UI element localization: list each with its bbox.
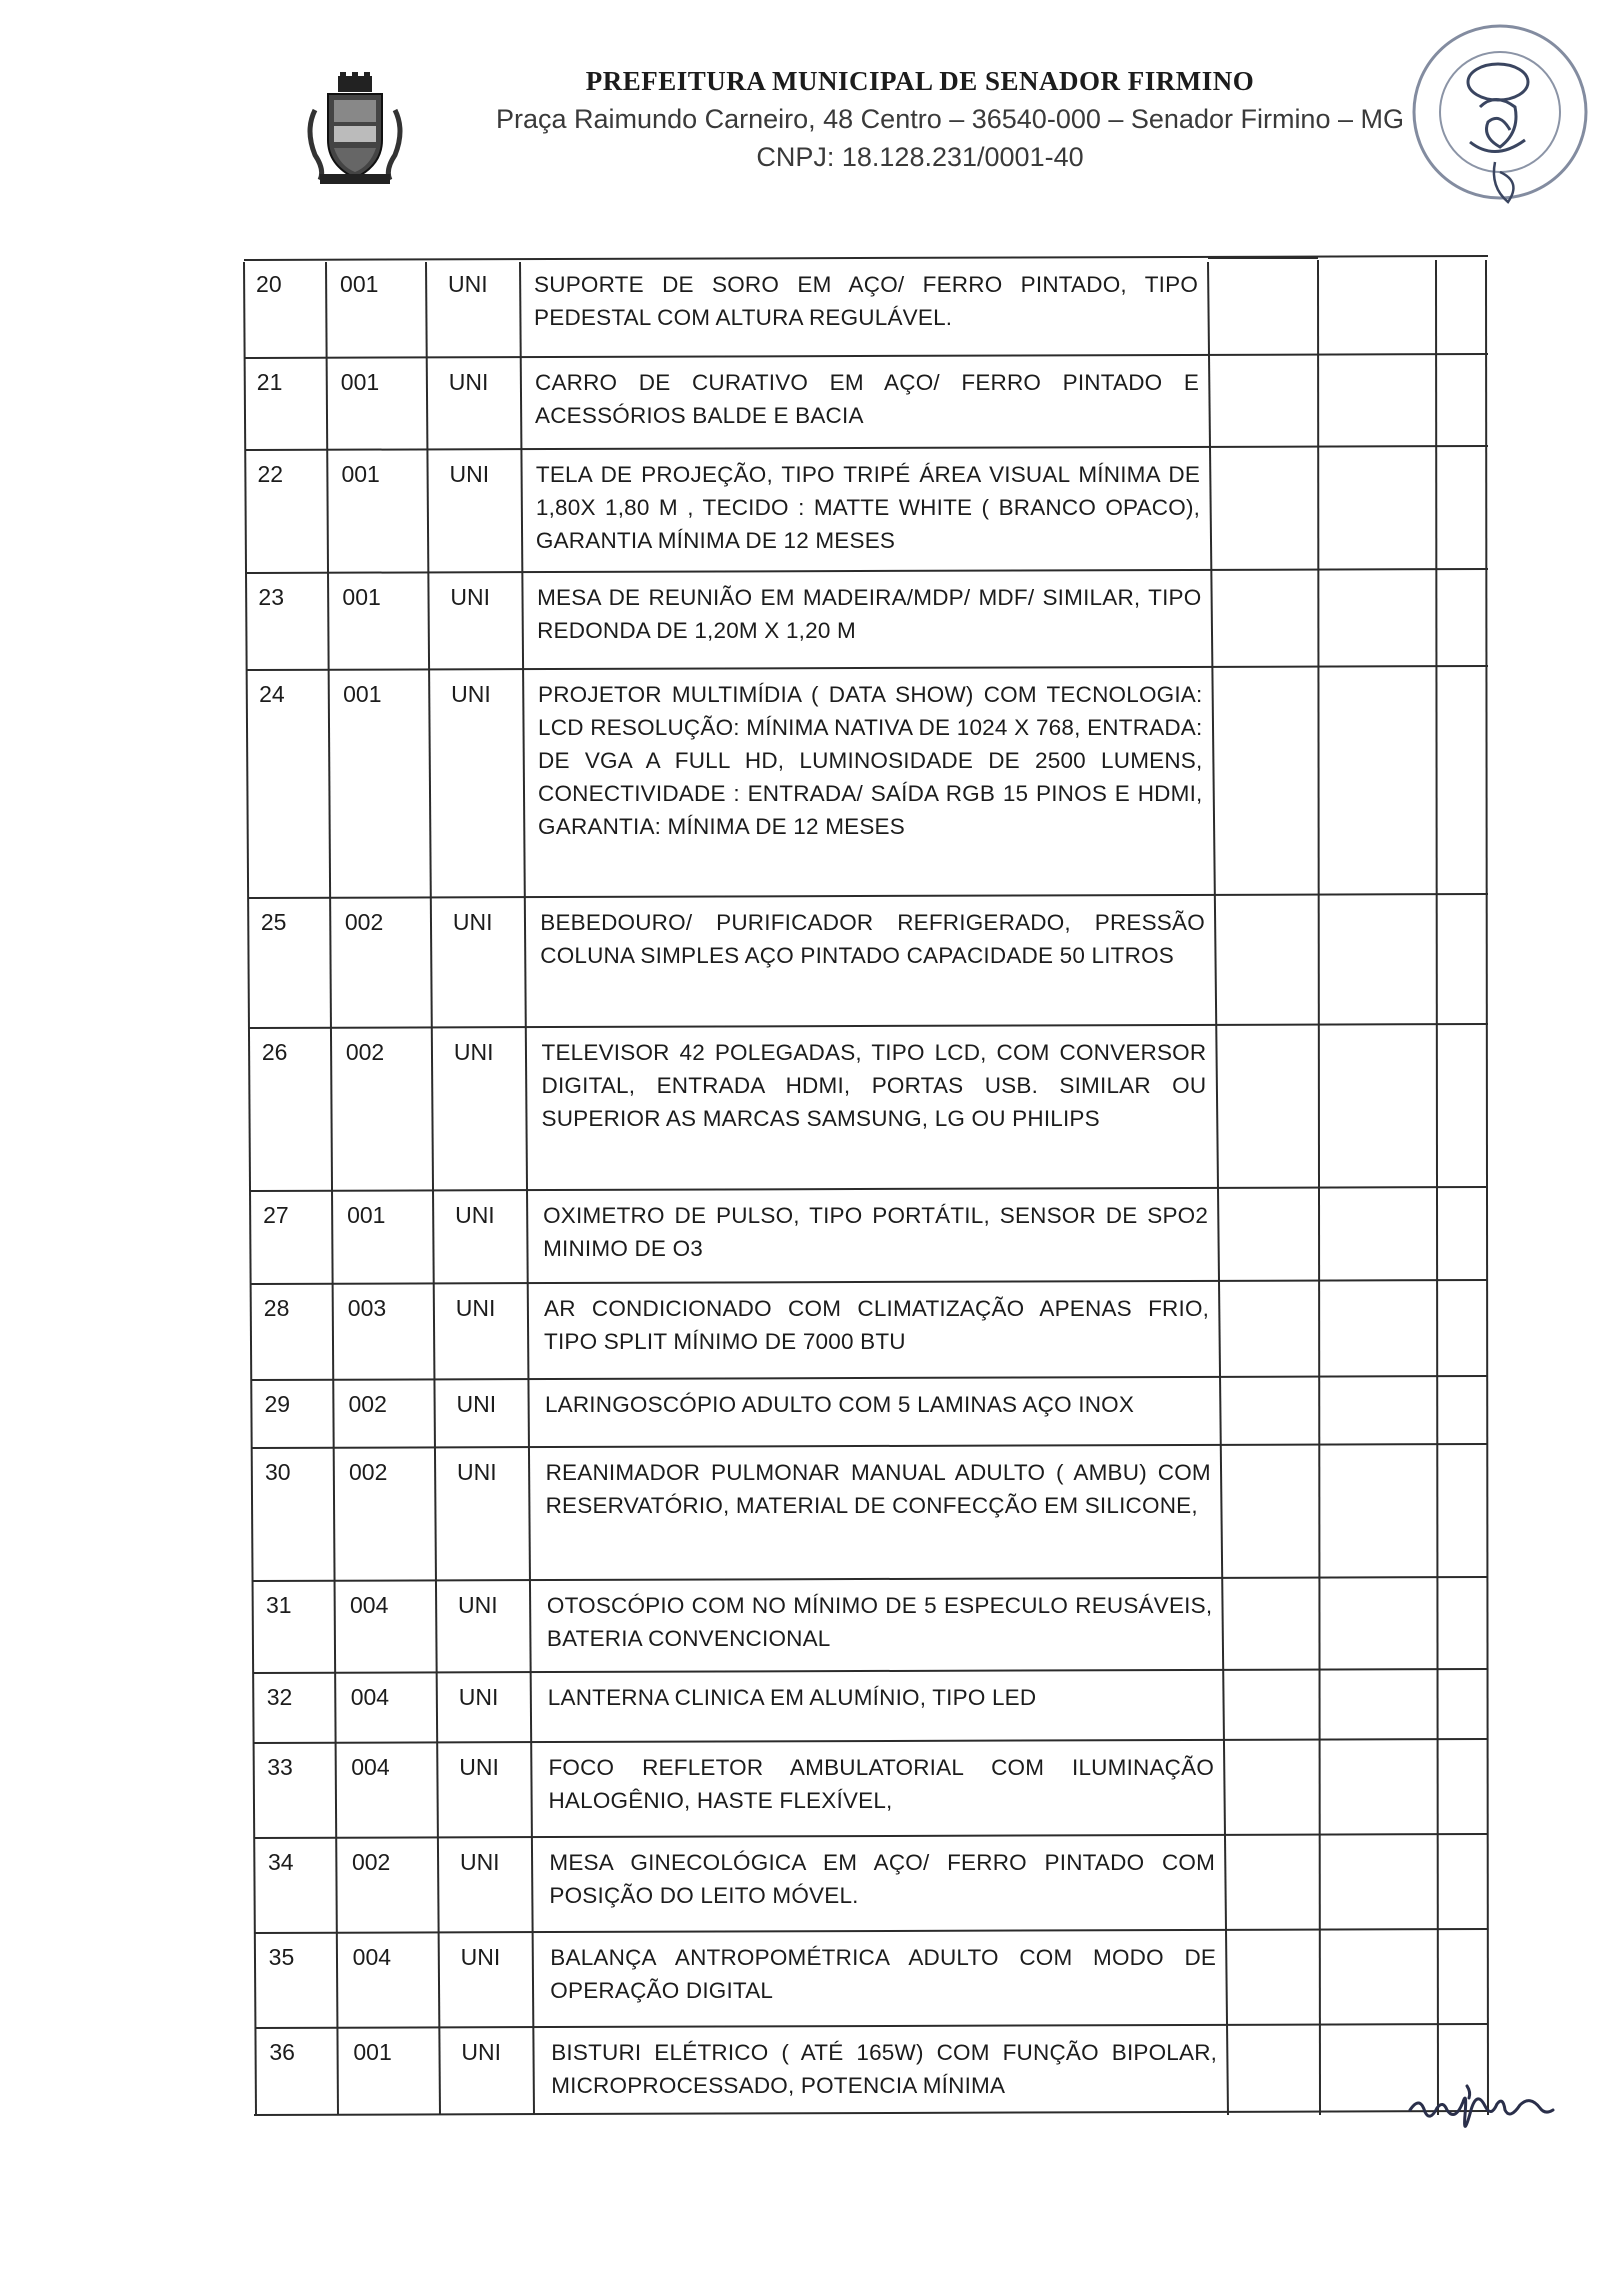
item-description-cell: MESA DE REUNIÃO EM MADEIRA/MDP/ MDF/ SIMILAR, TIPO REDONDA DE 1,20M X 1,20 M: [537, 585, 1202, 643]
quantity-cell: 001: [342, 584, 381, 610]
item-number-cell: 33: [267, 1754, 293, 1780]
quantity-cell: 002: [344, 909, 384, 935]
row-rule-6: [249, 1024, 1488, 1028]
quantity-cell: 001: [347, 1202, 386, 1228]
row-rule-9: [251, 1376, 1488, 1380]
municipality-cnpj: CNPJ: 18.128.231/0001-40: [756, 142, 1084, 172]
item-number-cell: 21: [256, 369, 283, 395]
quantity-cell: 004: [350, 1592, 389, 1618]
item-number-cell: 22: [257, 461, 284, 487]
item-description-cell: TELEVISOR 42 POLEGADAS, TIPO LCD, COM CONVERSOR DIGITAL, ENTRADA HDMI, PORTAS USB. SIMILAR OU SUPERIOR AS MARCAS SAMSUNG, LG OU PHILIPS: [541, 1040, 1207, 1131]
handwritten-signature-icon: [1405, 2060, 1600, 2150]
quantity-cell: 001: [341, 461, 380, 487]
item-number-cell: 30: [265, 1459, 291, 1485]
item-description-cell: LANTERNA CLINICA EM ALUMÍNIO, TIPO LED: [547, 1685, 1037, 1710]
unit-cell: UNI: [461, 2039, 502, 2065]
quantity-cell: 004: [352, 1944, 392, 1970]
quantity-cell: 001: [343, 681, 382, 707]
unit-cell: UNI: [456, 1391, 497, 1417]
item-number-cell: 29: [264, 1391, 291, 1417]
quantity-cell: 002: [349, 1459, 388, 1485]
quantity-cell: 002: [348, 1391, 387, 1417]
unit-cell: UNI: [451, 681, 491, 707]
unit-cell: UNI: [459, 1754, 499, 1780]
unit-cell: UNI: [457, 1459, 497, 1485]
quantity-cell: 003: [347, 1295, 387, 1321]
row-rule-10: [252, 1444, 1488, 1448]
unit-cell: UNI: [458, 1684, 499, 1710]
quantity-cell: 001: [353, 2039, 392, 2065]
unit-cell: UNI: [459, 1849, 500, 1875]
row-rule-15: [255, 1929, 1488, 1933]
row-rule-8: [251, 1280, 1488, 1284]
municipality-title: PREFEITURA MUNICIPAL DE SENADOR FIRMINO: [585, 66, 1255, 96]
item-description-cell: OXIMETRO DE PULSO, TIPO PORTÁTIL, SENSOR DE SPO2 MINIMO DE O3: [543, 1203, 1209, 1261]
quantity-cell: 002: [345, 1039, 385, 1065]
item-description-cell: OTOSCÓPIO COM NO MÍNIMO DE 5 ESPECULO REUSÁVEIS, BATERIA CONVENCIONAL: [546, 1593, 1213, 1651]
item-number-cell: 25: [260, 909, 287, 935]
unit-cell: UNI: [448, 369, 489, 395]
row-rule-12: [253, 1669, 1488, 1673]
item-description-cell: PROJETOR MULTIMÍDIA ( DATA SHOW) COM TECNOLOGIA: LCD RESOLUÇÃO: MÍNIMA NATIVA DE 1024 X 768, ENTRADA: DE VGA A FULL HD, LUMINOSIDADE DE 2500 LUMENS, CONECTIVIDADE : ENTRADA/ SAÍDA RGB 15 PINOS E HDMI, GARANTIA: MÍNIMA DE 12 MESES: [538, 682, 1203, 839]
row-rule-13: [254, 1739, 1488, 1743]
item-description-cell: LARINGOSCÓPIO ADULTO COM 5 LAMINAS AÇO INOX: [544, 1392, 1135, 1417]
item-description-cell: CARRO DE CURATIVO EM AÇO/ FERRO PINTADO E ACESSÓRIOS BALDE E BACIA: [535, 370, 1200, 428]
item-number-cell: 36: [269, 2039, 295, 2065]
unit-cell: UNI: [458, 1592, 498, 1618]
quantity-cell: 001: [340, 369, 380, 395]
item-description-cell: TELA DE PROJEÇÃO, TIPO TRIPÉ ÁREA VISUAL MÍNIMA DE 1,80X 1,80 M , TECIDO : MATTE WHITE ( BRANCO OPACO), GARANTIA MÍNIMA DE 12 MESES: [535, 462, 1201, 553]
unit-cell: UNI: [449, 461, 490, 487]
item-number-cell: 35: [268, 1944, 295, 1970]
item-description-cell: MESA GINECOLÓGICA EM AÇO/ FERRO PINTADO COM POSIÇÃO DO LEITO MÓVEL.: [549, 1850, 1216, 1908]
item-description-cell: BISTURI ELÉTRICO ( ATÉ 165W) COM FUNÇÃO BIPOLAR, MICROPROCESSADO, POTENCIA MÍNIMA: [551, 2040, 1218, 2098]
row-rule-2: [245, 446, 1488, 450]
quantity-cell: 004: [351, 1754, 390, 1780]
item-number-cell: 34: [267, 1849, 294, 1875]
row-rule-1: [245, 354, 1488, 358]
item-number-cell: 32: [266, 1684, 293, 1710]
municipality-address: Praça Raimundo Carneiro, 48 Centro – 36540-000 – Senador Firmino – MG: [496, 104, 1404, 134]
unit-cell: UNI: [450, 584, 491, 610]
item-number-cell: 20: [256, 271, 282, 297]
row-rule-4: [247, 666, 1488, 670]
quantity-cell: 002: [351, 1849, 391, 1875]
item-number-cell: 23: [258, 584, 284, 610]
item-description-cell: REANIMADOR PULMONAR MANUAL ADULTO ( AMBU) COM RESERVATÓRIO, MATERIAL DE CONFECÇÃO EM SILICONE,: [545, 1460, 1211, 1518]
row-rule-5: [248, 894, 1488, 898]
item-number-cell: 28: [263, 1295, 290, 1321]
unit-cell: UNI: [452, 909, 493, 935]
item-description-cell: SUPORTE DE SORO EM AÇO/ FERRO PINTADO, TIPO PEDESTAL COM ALTURA REGULÁVEL.: [534, 272, 1199, 330]
row-rule-3: [246, 569, 1488, 573]
row-rule-7: [250, 1187, 1488, 1191]
row-rule-16: [255, 2024, 1488, 2028]
item-description-cell: AR CONDICIONADO COM CLIMATIZAÇÃO APENAS FRIO, TIPO SPLIT MÍNIMO DE 7000 BTU: [544, 1296, 1210, 1354]
item-number-cell: 31: [266, 1592, 292, 1618]
quantity-cell: 004: [350, 1684, 390, 1710]
item-description-cell: BEBEDOURO/ PURIFICADOR REFRIGERADO, PRESSÃO COLUNA SIMPLES AÇO PINTADO CAPACIDADE 50 LITROS: [540, 910, 1205, 968]
item-number-cell: 26: [261, 1039, 288, 1065]
item-description-cell: FOCO REFLETOR AMBULATORIAL COM ILUMINAÇÃO HALOGÊNIO, HASTE FLEXÍVEL,: [548, 1755, 1215, 1813]
item-description-cell: BALANÇA ANTROPOMÉTRICA ADULTO COM MODO DE OPERAÇÃO DIGITAL: [550, 1945, 1217, 2003]
item-number-cell: 24: [259, 681, 285, 707]
quantity-cell: 001: [340, 271, 379, 297]
unit-cell: UNI: [455, 1295, 496, 1321]
unit-cell: UNI: [455, 1202, 495, 1228]
item-number-cell: 27: [263, 1202, 289, 1228]
unit-cell: UNI: [460, 1944, 501, 1970]
row-rule-14: [254, 1834, 1488, 1838]
unit-cell: UNI: [448, 271, 488, 297]
table-left-border: [244, 262, 256, 2115]
row-rule-11: [253, 1577, 1488, 1581]
unit-cell: UNI: [453, 1039, 494, 1065]
